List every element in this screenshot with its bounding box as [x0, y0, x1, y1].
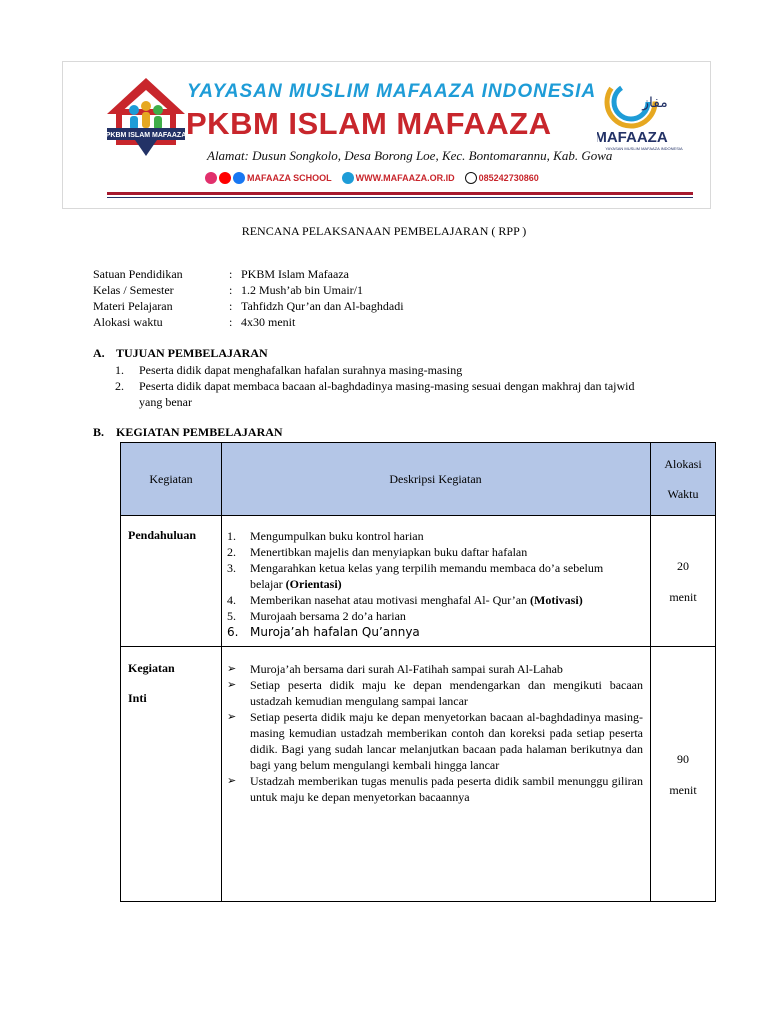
- list-item: [115, 362, 675, 378]
- column-divider: [650, 443, 651, 901]
- meta-row: [93, 282, 404, 298]
- meta-value: Tahfidzh Qur’an dan Al-baghdadi: [241, 299, 404, 313]
- time-value: 90: [677, 752, 689, 766]
- list-text: Peserta didik dapat menghafalkan hafalan surahnya masing-masing: [139, 363, 463, 377]
- time-value: 20: [677, 559, 689, 573]
- whatsapp-icon: [465, 172, 477, 184]
- list-item: [227, 544, 643, 560]
- meta-label: Kelas / Semester: [93, 283, 174, 297]
- list-text: Memberikan nasehat atau motivasi menghafal Al- Qur’an: [250, 593, 531, 607]
- meta-label: Alokasi waktu: [93, 315, 163, 329]
- section-letter: A.: [93, 346, 105, 360]
- list-tag: (Orientasi): [285, 577, 342, 591]
- school-name: PKBM ISLAM MAFAAZA: [186, 106, 552, 141]
- list-text: Murojaah bersama 2 do’a harian: [250, 609, 406, 623]
- pkbm-house-logo: [103, 76, 189, 158]
- document-title: RENCANA PELAKSANAAN PEMBELAJARAN ( RPP ): [241, 224, 527, 238]
- meta-row: [93, 266, 404, 282]
- meta-label: Materi Pelajaran: [93, 299, 173, 313]
- meta-value: PKBM Islam Mafaaza: [241, 267, 349, 281]
- social-handle: MAFAAZA SCHOOL: [247, 173, 332, 183]
- list-number: [115, 394, 139, 410]
- learning-goals-list: [115, 362, 675, 410]
- list-item: [115, 378, 675, 394]
- list-item: [227, 661, 643, 677]
- letterhead-banner: [62, 61, 711, 209]
- meta-value: 4x30 menit: [241, 315, 296, 329]
- meta-row: [93, 314, 404, 330]
- logo-ribbon-text: PKBM ISLAM MAFAAZA: [105, 132, 187, 139]
- list-item: [227, 709, 643, 773]
- row-divider: [121, 646, 715, 647]
- contact-row: [205, 170, 549, 186]
- section-b-heading: [93, 425, 283, 440]
- row-label-pendahuluan: Pendahuluan: [128, 528, 197, 542]
- list-item: [227, 773, 643, 805]
- section-title: TUJUAN PEMBELAJARAN: [116, 346, 268, 360]
- logo-wordmark: MAFAAZA: [597, 129, 668, 146]
- list-number: 6.: [227, 625, 239, 639]
- list-text: Muroja’ah hafalan Qu’annya: [250, 625, 420, 639]
- time-unit: menit: [669, 783, 697, 797]
- logo-subtitle: YAYASAN MUSLIM MAFAAZA INDONESIA: [605, 146, 683, 151]
- header-deskripsi: Deskripsi Kegiatan: [389, 472, 482, 486]
- arrow-bullet-icon: ➢: [227, 678, 237, 691]
- meta-row: [93, 298, 404, 314]
- column-divider: [221, 443, 222, 901]
- meta-value: 1.2 Mush’ab bin Umair/1: [241, 283, 363, 297]
- list-number: 2.: [115, 379, 124, 393]
- row-label-inti: Inti: [128, 691, 147, 705]
- list-text: Mengumpulkan buku kontrol harian: [250, 529, 424, 543]
- list-item: [227, 677, 643, 709]
- time-unit: menit: [669, 590, 697, 604]
- list-item: [227, 528, 643, 544]
- header-kegiatan: Kegiatan: [149, 472, 193, 486]
- arrow-bullet-icon: ➢: [227, 774, 237, 787]
- foundation-name: YAYASAN MUSLIM MAFAAZA INDONESIA: [187, 81, 597, 102]
- meta-separator: :: [229, 283, 233, 297]
- list-item: [227, 608, 643, 624]
- list-number: 5.: [227, 609, 236, 623]
- meta-label: Satuan Pendidikan: [93, 267, 183, 281]
- list-item: [115, 394, 675, 410]
- section-a-heading: [93, 346, 268, 361]
- list-text: belajar: [250, 577, 286, 591]
- kegiatan-inti-list: [227, 661, 643, 805]
- list-text: Setiap peserta didik maju ke depan mendengarkan dan mengikuti bacaan ustadzah kemudian mengulang sampai lancar: [250, 678, 643, 708]
- row-label-kegiatan: Kegiatan: [128, 661, 175, 675]
- website: WWW.MAFAAZA.OR.ID: [355, 173, 455, 183]
- list-number: [227, 576, 250, 592]
- list-item: [227, 592, 643, 608]
- header-divider-red: [107, 192, 693, 195]
- school-address: Alamat: Dusun Songkolo, Desa Borong Loe, Kec. Bontomarannu, Kab. Gowa: [207, 148, 613, 163]
- list-number: 1.: [115, 363, 124, 377]
- section-letter: B.: [93, 425, 105, 439]
- list-tag: (Motivasi): [530, 593, 583, 607]
- arrow-bullet-icon: ➢: [227, 710, 237, 723]
- list-text: Peserta didik dapat membaca bacaan al-baghdadinya masing-masing sesuai dengan makhraj dan tajwid: [139, 379, 635, 393]
- row-divider: [121, 515, 715, 516]
- list-text: Menertibkan majelis dan menyiapkan buku daftar hafalan: [250, 545, 528, 559]
- header-divider-navy: [107, 197, 693, 198]
- meta-separator: :: [229, 267, 233, 281]
- list-text: Muroja’ah bersama dari surah Al-Fatihah sampai surah Al-Lahab: [250, 662, 563, 676]
- globe-icon: [342, 172, 354, 184]
- mafaaza-logo: [597, 72, 691, 164]
- header-waktu: Waktu: [667, 487, 699, 501]
- section-title: KEGIATAN PEMBELAJARAN: [116, 425, 283, 439]
- meta-separator: :: [229, 299, 233, 313]
- list-item: [227, 576, 643, 592]
- pendahuluan-list: [227, 528, 643, 640]
- list-item: [227, 624, 643, 640]
- meta-separator: :: [229, 315, 233, 329]
- instagram-icon: [205, 172, 217, 184]
- header-alokasi: Alokasi: [664, 457, 702, 471]
- arrow-bullet-icon: ➢: [227, 662, 237, 675]
- activity-table: [120, 442, 716, 902]
- list-text: Mengarahkan ketua kelas yang terpilih memandu membaca do’a sebelum: [250, 561, 604, 575]
- phone-number: 085242730860: [478, 173, 539, 183]
- list-number: 2.: [227, 545, 236, 559]
- facebook-icon: [233, 172, 245, 184]
- list-text: Setiap peserta didik maju ke depan menyetorkan bacaan al-baghdadinya masing-masing kemudian ustadzah memberikan contoh dan koreksi pada setiap peserta didik. Bagi yang sudah lancar melanjutkan bacaan pada halaman berikutnya dan bagi yang belum mengulangi kembali hingga lancar: [250, 710, 643, 772]
- list-number: 3.: [227, 561, 236, 575]
- list-number: 4.: [227, 593, 236, 607]
- youtube-icon: [219, 172, 231, 184]
- logo-arabic-text: مفاز: [642, 95, 668, 111]
- lesson-meta: [93, 266, 404, 330]
- list-text: Ustadzah memberikan tugas menulis pada peserta didik sambil menunggu giliran untuk maju ke depan menyetorkan bacaannya: [250, 774, 643, 804]
- list-text: yang benar: [139, 395, 192, 409]
- list-item: [227, 560, 643, 576]
- list-number: 1.: [227, 529, 236, 543]
